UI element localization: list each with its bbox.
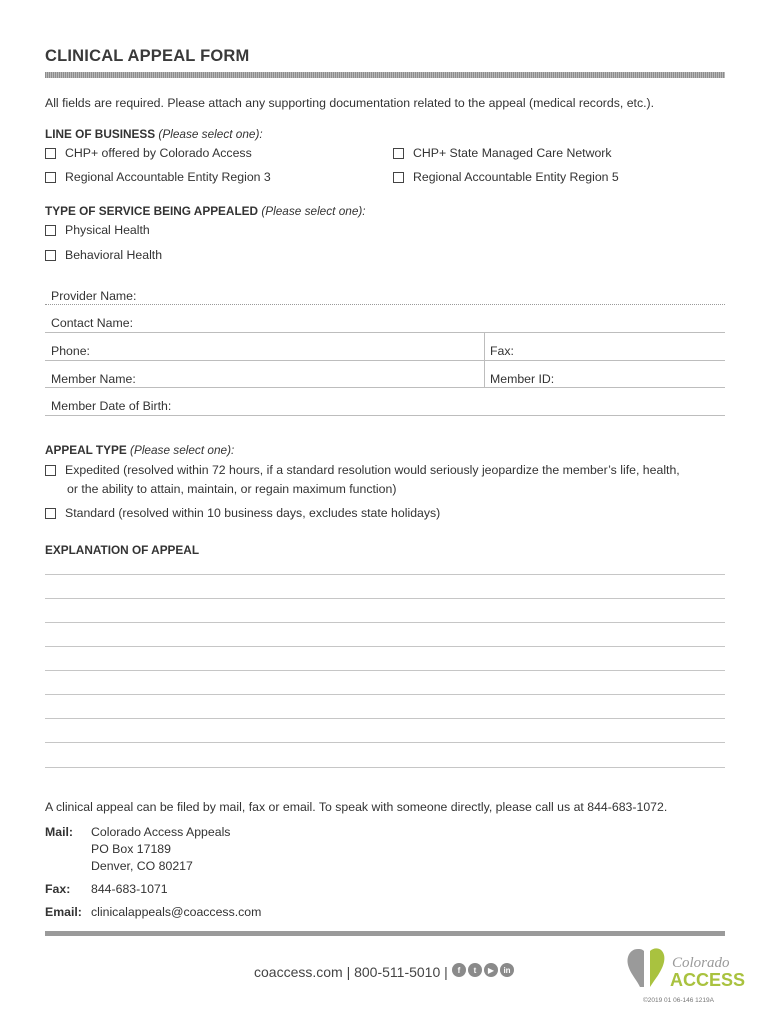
explanation-line[interactable] xyxy=(45,718,725,719)
member-name-label: Member Name: xyxy=(51,372,136,386)
option-standard[interactable]: Standard (resolved within 10 business days, excludes state holidays) xyxy=(45,506,440,520)
facebook-icon[interactable]: f xyxy=(452,963,466,977)
fax-contact-label: Fax: xyxy=(45,882,71,896)
explanation-line[interactable] xyxy=(45,622,725,623)
form-title: CLINICAL APPEAL FORM xyxy=(45,47,250,65)
expedited-description-continued: or the ability to attain, maintain, or regain maximum function) xyxy=(67,482,397,496)
checkbox[interactable] xyxy=(393,148,404,159)
youtube-icon[interactable]: ▶ xyxy=(484,963,498,977)
copyright-text: ©2019 01 06-146 1219A xyxy=(643,997,714,1004)
fax-number: 844-683-1071 xyxy=(91,882,168,896)
footer-contact: coaccess.com | 800-511-5010 | xyxy=(254,964,448,980)
footer-divider xyxy=(45,931,725,936)
explanation-line[interactable] xyxy=(45,598,725,599)
explanation-line[interactable] xyxy=(45,767,725,768)
checkbox[interactable] xyxy=(45,508,56,519)
explanation-line[interactable] xyxy=(45,670,725,671)
member-dob-label: Member Date of Birth: xyxy=(51,399,172,413)
checkbox[interactable] xyxy=(45,250,56,261)
line-of-business-heading: LINE OF BUSINESS (Please select one): xyxy=(45,127,263,141)
checkbox[interactable] xyxy=(393,172,404,183)
checkbox[interactable] xyxy=(45,225,56,236)
explanation-line[interactable] xyxy=(45,646,725,647)
explanation-line[interactable] xyxy=(45,694,725,695)
option-behavioral-health[interactable]: Behavioral Health xyxy=(45,248,162,262)
contact-name-label: Contact Name: xyxy=(51,316,134,330)
option-rae-region-5[interactable]: Regional Accountable Entity Region 5 xyxy=(393,170,619,184)
explanation-heading: EXPLANATION OF APPEAL xyxy=(45,543,200,557)
email-address[interactable]: clinicalappeals@coaccess.com xyxy=(91,905,262,919)
checkbox[interactable] xyxy=(45,172,56,183)
option-physical-health[interactable]: Physical Health xyxy=(45,223,150,237)
fax-label: Fax: xyxy=(490,344,514,358)
twitter-icon[interactable]: t xyxy=(468,963,482,977)
option-rae-region-3[interactable]: Regional Accountable Entity Region 3 xyxy=(45,170,271,184)
title-divider xyxy=(45,72,725,78)
option-chp-colorado-access[interactable]: CHP+ offered by Colorado Access xyxy=(45,146,252,160)
checkbox[interactable] xyxy=(45,148,56,159)
field-column-divider xyxy=(484,333,485,388)
phone-label: Phone: xyxy=(51,344,90,358)
member-id-label: Member ID: xyxy=(490,372,555,386)
appeal-type-heading: APPEAL TYPE (Please select one): xyxy=(45,443,235,457)
contact-name-field[interactable] xyxy=(45,305,725,333)
provider-name-label: Provider Name: xyxy=(51,289,137,303)
mail-address: Colorado Access Appeals PO Box 17189 Denver, CO 80217 xyxy=(91,825,231,873)
intro-text: All fields are required. Please attach any supporting documentation related to the appeal (medical records, etc.). xyxy=(45,96,655,110)
service-type-heading: TYPE OF SERVICE BEING APPEALED (Please select one): xyxy=(45,204,366,218)
explanation-line[interactable] xyxy=(45,574,725,575)
option-expedited[interactable]: Expedited (resolved within 72 hours, if a standard resolution would seriously jeopardize the member’s life, health, xyxy=(45,463,680,477)
option-chp-state-managed[interactable]: CHP+ State Managed Care Network xyxy=(393,146,612,160)
logo-text-access: ACCESS xyxy=(670,970,746,990)
linkedin-icon[interactable]: in xyxy=(500,963,514,977)
explanation-line[interactable] xyxy=(45,742,725,743)
mail-label: Mail: xyxy=(45,825,74,839)
phone-field[interactable] xyxy=(45,333,484,361)
checkbox[interactable] xyxy=(45,465,56,476)
fax-field[interactable] xyxy=(484,333,725,361)
email-label: Email: xyxy=(45,905,82,919)
provider-name-field[interactable] xyxy=(45,277,725,305)
filing-note: A clinical appeal can be filed by mail, fax or email. To speak with someone directly, please call us at 844-683-1072. xyxy=(45,800,668,814)
colorado-access-logo xyxy=(624,943,746,995)
logo-text-colorado: Colorado xyxy=(672,955,730,971)
